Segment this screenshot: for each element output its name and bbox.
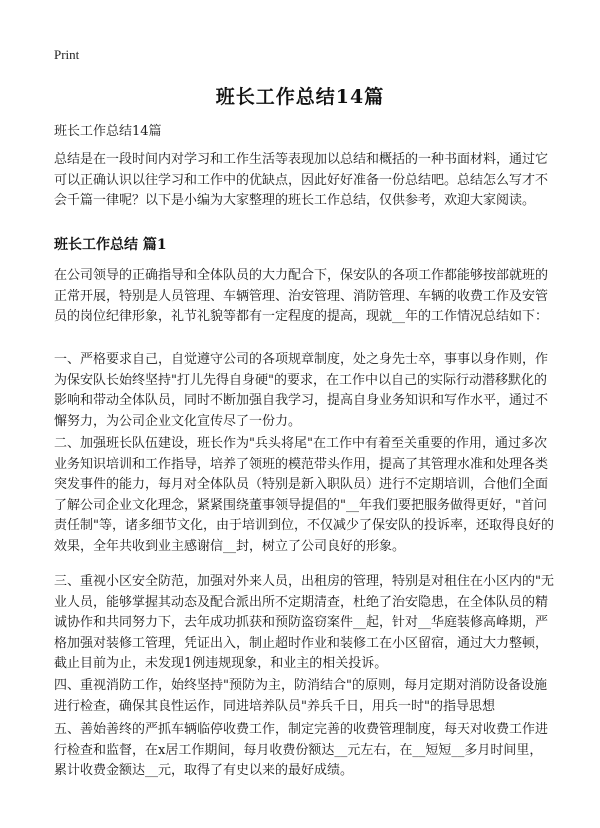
paragraph-2	[54, 350, 554, 432]
paragraph-text: 五、善始善终的严抓车辆临停收费工作，制定完善的收费管理制度，每天对收费工作进行检查和监督，在x居工作期间，每月收费份额达__元左右，在__短短__多月时间里，累计收费金额达__元，取得了有史以来的最好成绩。	[54, 722, 549, 778]
paragraph-3	[54, 434, 554, 557]
paragraph-1	[54, 266, 554, 328]
intro-text: 总结是在一段时间内对学习和工作生活等表现加以总结和概括的一种书面材料，通过它可以正确认识以往学习和工作中的优缺点，因此好好准备一份总结吧。总结怎么写才不会千篇一律呢？以下是小编为大家整理的班长工作总结，仅供参考，欢迎大家阅读。	[54, 152, 549, 208]
paragraph-text: 一、严格要求自己，自觉遵守公司的各项规章制度，处之身先士卒，事事以身作则，作为保安队长始终坚持"打儿先得自身硬"的要求，在工作中以自己的实际行动潜移默化的影响和带动全体队员，同时不断加强自我学习，提高自身业务知识和写作水平，通过不懈努力，为公司企业文化宣传尽了一份力。	[54, 352, 549, 429]
document-title: 班长工作总结14篇	[215, 86, 385, 108]
paragraph-text: 三、重视小区安全防范，加强对外来人员，出租房的管理，特别是对租住在小区内的"无业人员，能够掌握其动态及配合派出所不定期清查，杜绝了治安隐患，在全体队员的精诚协作和共同努力下，去年成功抓获和预防盗窃案件__起，针对__华庭装修高峰期，严格加强对装修工管理，凭证出入，制止超时作业和装修工在小区留宿，通过大力整顿，截止目前为止，未发现1例违规现象，和业主的相关投诉。	[54, 574, 554, 671]
paragraph-6	[54, 720, 554, 782]
paragraph-text: 二、加强班长队伍建设，班长作为"兵头将尾"在工作中有着至关重要的作用，通过多次业务知识培训和工作指导，培养了领班的模范带头作用，提高了其管理水准和处理各类突发事件的能力，每月对全体队员（特别是新入职队员）进行不定期培训，合他们全面了解公司企业文化理念，紧紧围绕董事领导提倡的"__年我们要把服务做得更好，"首问责任制"等，诸多细节文化，由于培训到位，不仅减少了保安队的投诉率，还取得良好的效果，全年共收到业主感谢信__封，树立了公司良好的形象。	[54, 436, 554, 554]
paragraph-text: 在公司领导的正确指导和全体队员的大力配合下，保安队的各项工作都能够按部就班的正常开展，特别是人员管理、车辆管理、治安管理、消防管理、车辆的收费工作及安管员的岗位纪律形象，礼节礼貌等都有一定程度的提高，现就__年的工作情况总结如下：	[54, 268, 549, 324]
paragraph-5	[54, 676, 554, 717]
section-heading: 班长工作总结 篇1	[54, 237, 167, 253]
paragraph-text: 四、重视消防工作，始终坚持"预防为主，防消结合"的原则，每月定期对消防设备设施进行检查，确保其良性运作，同进培养队员"养兵千日，用兵一时"的指导思想	[54, 678, 547, 714]
intro-paragraph	[54, 150, 554, 212]
print-link[interactable]: Print	[54, 47, 80, 62]
document-subtitle: 班长工作总结14篇	[54, 124, 162, 139]
paragraph-4	[54, 572, 554, 675]
